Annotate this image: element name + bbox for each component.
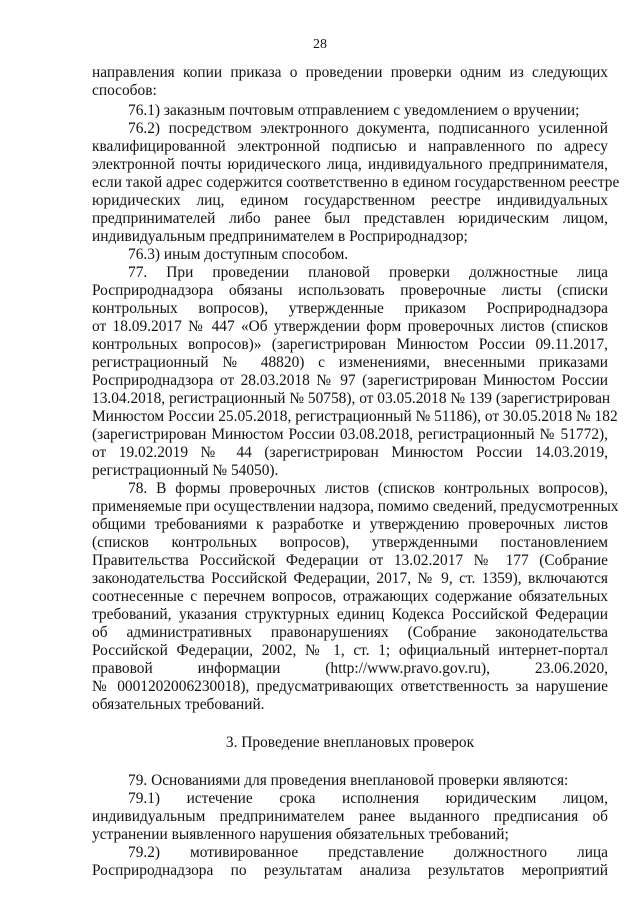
text-line: 76.1) заказным почтовым отправлением с уведомлением о вручении; (128, 102, 580, 119)
text-line: контрольных вопросов), утвержденные приказом Росприроднадзора (92, 300, 608, 317)
text-line: если такой адрес содержится соответственно в едином государственном реестре (92, 174, 620, 191)
text-line: электронной почты юридического лица, индивидуального предпринимателя, (92, 156, 608, 173)
text-line: устранении выявленного нарушения обязательных требований; (92, 826, 509, 843)
text-line: контрольных вопросов)» (зарегистрирован Минюстом России 09.11.2017, (92, 336, 608, 353)
text-line: общими требованиями к разработке и утверждению проверочных листов (92, 516, 608, 533)
text-line: об административных правонарушениях (Собрание законодательства (92, 624, 608, 641)
text-line: 79.1) истечение срока исполнения юридическим лицом, (128, 790, 608, 807)
text-line: 79. Основаниями для проведения внеплановой проверки являются: (128, 772, 569, 789)
text-line: 77. При проведении плановой проверки должностные лица (128, 264, 608, 281)
text-line: соотнесенные с перечнем вопросов, отражающих содержание обязательных (92, 588, 608, 605)
text-line: требований, указания структурных единиц Кодекса Российской Федерации (92, 606, 608, 623)
text-line: 13.04.2018, регистрационный № 50758), от 03.05.2018 № 139 (зарегистрирован (92, 390, 611, 407)
text-line: Минюстом России 25.05.2018, регистрационный № 51186), от 30.05.2018 № 182 (92, 408, 618, 425)
text-line: правовой информации (http://www.pravo.gov.ru), 23.06.2020, (92, 660, 608, 677)
text-line: (зарегистрирован Минюстом России 03.08.2018, регистрационный № 51772), (92, 426, 608, 443)
text-line: 79.2) мотивированное представление должностного лица (128, 844, 608, 861)
text-line: направления копии приказа о проведении проверки одним из следующих (92, 64, 608, 81)
text-line: применяемые при осуществлении надзора, помимо сведений, предусмотренных (92, 498, 619, 515)
text-line: предпринимателей либо ранее был представлен юридическим лицом, (92, 210, 608, 227)
text-line: Росприроднадзора обязаны использовать проверочные листы (списки (92, 282, 608, 299)
text-line: от 19.02.2019 № 44 (зарегистрирован Минюстом России 14.03.2019, (92, 444, 608, 461)
text-line: индивидуальным предпринимателем в Росприроднадзор; (92, 228, 468, 245)
text-line: регистрационный № 48820) с изменениями, внесенными приказами (92, 354, 608, 371)
text-line: юридических лиц, едином государственном реестре индивидуальных (92, 192, 608, 209)
text-line: 76.2) посредством электронного документа, подписанного усиленной (128, 120, 608, 137)
text-line: способов: (92, 82, 157, 99)
text-line: 78. В формы проверочных листов (списков контрольных вопросов), (128, 480, 608, 497)
page-number: 28 (313, 37, 327, 52)
text-line: Правительства Российской Федерации от 13.02.2017 № 177 (Собрание (92, 552, 608, 569)
text-line: индивидуальным предпринимателем ранее выданного предписания об (92, 808, 608, 825)
text-line: обязательных требований. (92, 696, 265, 713)
text-line: 76.3) иным доступным способом. (128, 246, 349, 263)
text-line: от 18.09.2017 № 447 «Об утверждении форм проверочных листов (списков (92, 318, 608, 335)
text-line: Росприроднадзора от 28.03.2018 № 97 (зарегистрирован Минюстом России (92, 372, 608, 389)
text-line: Российской Федерации, 2002, № 1, ст. 1; официальный интернет-портал (92, 642, 608, 659)
text-line: (списков контрольных вопросов), утвержденными постановлением (92, 534, 608, 551)
text-line: квалифицированной электронной подписью и направленного по адресу (92, 138, 608, 155)
section-heading: 3. Проведение внеплановых проверок (225, 734, 475, 751)
text-line: № 0001202006230018), предусматривающих ответственность за нарушение (92, 678, 608, 695)
text-line: законодательства Российской Федерации, 2017, № 9, ст. 1359), включаются (92, 570, 608, 587)
text-line: регистрационный № 54050). (92, 462, 279, 479)
text-line: Росприроднадзора по результатам анализа результатов мероприятий (92, 862, 608, 879)
